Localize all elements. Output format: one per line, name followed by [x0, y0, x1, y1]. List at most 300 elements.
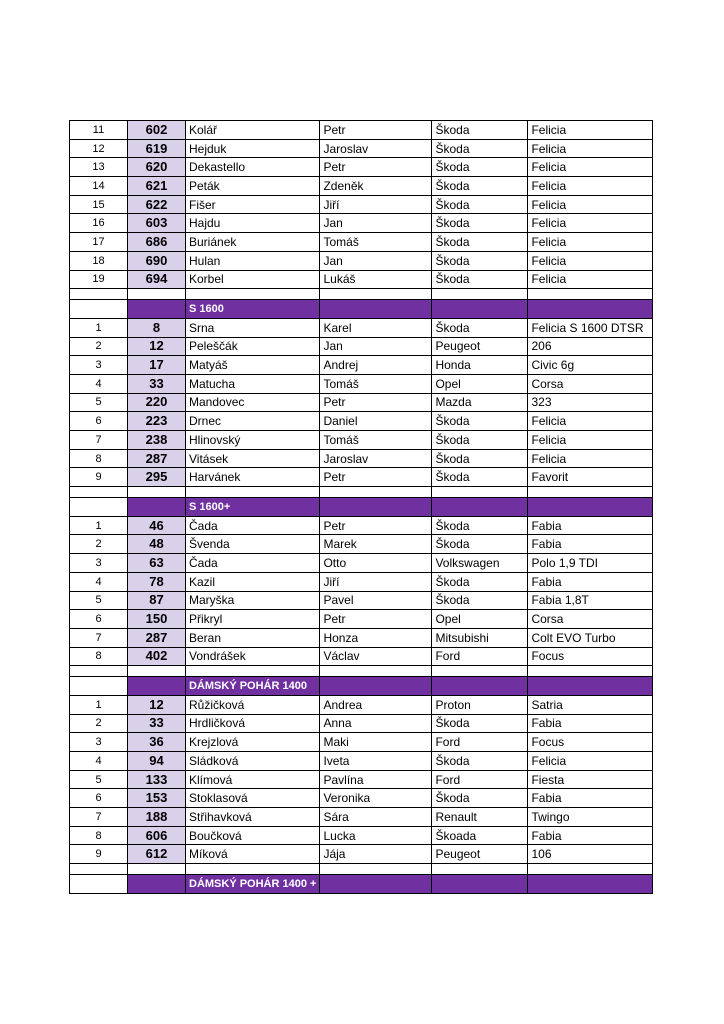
empty-cell: [128, 487, 186, 498]
table-row: [70, 158, 653, 177]
position-cell: 16: [70, 214, 128, 233]
model-cell: Fabia: [528, 535, 653, 554]
model-cell: Civic 6g: [528, 356, 653, 375]
first-name-cell: Jaroslav: [320, 139, 432, 158]
table-row: [70, 412, 653, 431]
surname-cell: Kazil: [186, 572, 320, 591]
make-cell: Volkswagen: [432, 554, 528, 573]
position-cell: 5: [70, 770, 128, 789]
position-cell: 2: [70, 337, 128, 356]
position-cell: 3: [70, 554, 128, 573]
start-number-cell: 48: [128, 535, 186, 554]
first-name-cell: Jaroslav: [320, 449, 432, 468]
make-cell: Škoda: [432, 431, 528, 450]
first-name-cell: Václav: [320, 647, 432, 666]
surname-cell: Harvánek: [186, 468, 320, 487]
class-header-row: [70, 300, 653, 319]
table-row: [70, 318, 653, 337]
first-name-cell: Petr: [320, 393, 432, 412]
position-cell: 2: [70, 714, 128, 733]
model-cell: Fabia: [528, 714, 653, 733]
surname-cell: Srna: [186, 318, 320, 337]
make-cell: Škoda: [432, 535, 528, 554]
empty-cell: [432, 864, 528, 875]
start-number-cell: 63: [128, 554, 186, 573]
class-header-row: [70, 677, 653, 696]
surname-cell: Hajdu: [186, 214, 320, 233]
position-cell: 1: [70, 516, 128, 535]
table-row: [70, 468, 653, 487]
surname-cell: Vitásek: [186, 449, 320, 468]
start-number-cell: 12: [128, 695, 186, 714]
make-cell: Škoda: [432, 516, 528, 535]
first-name-cell: Jan: [320, 251, 432, 270]
model-cell: Felicia: [528, 233, 653, 252]
empty-cell: [128, 864, 186, 875]
empty-cell: [528, 875, 653, 894]
table-row: [70, 233, 653, 252]
model-cell: Felicia: [528, 251, 653, 270]
empty-cell: [432, 300, 528, 319]
table-row: [70, 752, 653, 771]
position-cell: 18: [70, 251, 128, 270]
start-number-cell: 694: [128, 270, 186, 289]
first-name-cell: Sára: [320, 808, 432, 827]
make-cell: Škoda: [432, 233, 528, 252]
first-name-cell: Zdeněk: [320, 177, 432, 196]
position-cell: 19: [70, 270, 128, 289]
table-row: [70, 177, 653, 196]
table-row: [70, 431, 653, 450]
empty-cell: [186, 864, 320, 875]
model-cell: Twingo: [528, 808, 653, 827]
first-name-cell: Petr: [320, 158, 432, 177]
start-number-cell: 287: [128, 449, 186, 468]
first-name-cell: Andrea: [320, 695, 432, 714]
start-number-cell: 33: [128, 374, 186, 393]
table-row: [70, 214, 653, 233]
start-number-cell: 690: [128, 251, 186, 270]
make-cell: Škoda: [432, 752, 528, 771]
empty-cell: [186, 666, 320, 677]
make-cell: Škoda: [432, 318, 528, 337]
position-cell: 5: [70, 393, 128, 412]
empty-cell: [320, 300, 432, 319]
start-number-cell: 612: [128, 845, 186, 864]
first-name-cell: Karel: [320, 318, 432, 337]
empty-cell: [528, 498, 653, 517]
table-row: [70, 591, 653, 610]
table-row: [70, 449, 653, 468]
position-cell: 7: [70, 808, 128, 827]
surname-cell: Beran: [186, 628, 320, 647]
position-cell: 3: [70, 356, 128, 375]
class-header-row: [70, 875, 653, 894]
make-cell: Škoada: [432, 826, 528, 845]
make-cell: Honda: [432, 356, 528, 375]
model-cell: Favorit: [528, 468, 653, 487]
start-number-cell: 12: [128, 337, 186, 356]
first-name-cell: Jája: [320, 845, 432, 864]
surname-cell: Buriánek: [186, 233, 320, 252]
empty-cell: [128, 300, 186, 319]
start-number-cell: 17: [128, 356, 186, 375]
position-cell: 4: [70, 752, 128, 771]
position-cell: 17: [70, 233, 128, 252]
first-name-cell: Jiří: [320, 572, 432, 591]
surname-cell: Peták: [186, 177, 320, 196]
first-name-cell: Veronika: [320, 789, 432, 808]
first-name-cell: Maki: [320, 733, 432, 752]
empty-cell: [70, 864, 128, 875]
surname-cell: Boučková: [186, 826, 320, 845]
position-cell: 13: [70, 158, 128, 177]
first-name-cell: Petr: [320, 121, 432, 140]
first-name-cell: Marek: [320, 535, 432, 554]
first-name-cell: Jan: [320, 337, 432, 356]
empty-cell: [320, 875, 432, 894]
empty-cell: [528, 289, 653, 300]
model-cell: Polo 1,9 TDI: [528, 554, 653, 573]
position-cell: 12: [70, 139, 128, 158]
first-name-cell: Jan: [320, 214, 432, 233]
table-row: [70, 139, 653, 158]
make-cell: Opel: [432, 610, 528, 629]
start-number-cell: 686: [128, 233, 186, 252]
table-row: [70, 393, 653, 412]
empty-cell: [432, 666, 528, 677]
first-name-cell: Honza: [320, 628, 432, 647]
position-cell: 9: [70, 468, 128, 487]
start-number-cell: 94: [128, 752, 186, 771]
position-cell: 15: [70, 195, 128, 214]
surname-cell: Míková: [186, 845, 320, 864]
model-cell: Fabia: [528, 572, 653, 591]
make-cell: Ford: [432, 647, 528, 666]
table-row: [70, 826, 653, 845]
surname-cell: Hrdličková: [186, 714, 320, 733]
surname-cell: Hejduk: [186, 139, 320, 158]
table-row: [70, 121, 653, 140]
model-cell: Colt EVO Turbo: [528, 628, 653, 647]
first-name-cell: Daniel: [320, 412, 432, 431]
first-name-cell: Jiří: [320, 195, 432, 214]
empty-cell: [432, 677, 528, 696]
results-table-body: [70, 121, 653, 894]
position-cell: 7: [70, 431, 128, 450]
table-row: [70, 628, 653, 647]
start-number-cell: 620: [128, 158, 186, 177]
model-cell: Focus: [528, 733, 653, 752]
start-number-cell: 150: [128, 610, 186, 629]
surname-cell: Dekastello: [186, 158, 320, 177]
start-number-cell: 46: [128, 516, 186, 535]
empty-cell: [432, 487, 528, 498]
start-number-cell: 133: [128, 770, 186, 789]
table-row: [70, 516, 653, 535]
empty-cell: [320, 666, 432, 677]
surname-cell: Střihavková: [186, 808, 320, 827]
model-cell: Felicia: [528, 121, 653, 140]
start-number-cell: 602: [128, 121, 186, 140]
make-cell: Škoda: [432, 714, 528, 733]
make-cell: Škoda: [432, 468, 528, 487]
make-cell: Škoda: [432, 789, 528, 808]
start-number-cell: 603: [128, 214, 186, 233]
table-row: [70, 374, 653, 393]
make-cell: Mitsubishi: [432, 628, 528, 647]
position-cell: 9: [70, 845, 128, 864]
class-title: DÁMSKÝ POHÁR 1400 +: [186, 875, 320, 894]
empty-cell: [528, 666, 653, 677]
start-number-cell: 402: [128, 647, 186, 666]
model-cell: Felicia: [528, 139, 653, 158]
table-row: [70, 554, 653, 573]
surname-cell: Přikryl: [186, 610, 320, 629]
class-title: S 1600: [186, 300, 320, 319]
first-name-cell: Lucka: [320, 826, 432, 845]
start-number-cell: 188: [128, 808, 186, 827]
empty-cell: [320, 498, 432, 517]
first-name-cell: Tomáš: [320, 233, 432, 252]
empty-cell: [528, 677, 653, 696]
first-name-cell: Tomáš: [320, 374, 432, 393]
make-cell: Peugeot: [432, 337, 528, 356]
table-row: [70, 845, 653, 864]
class-title: DÁMSKÝ POHÁR 1400: [186, 677, 320, 696]
start-number-cell: 622: [128, 195, 186, 214]
position-cell: 6: [70, 412, 128, 431]
surname-cell: Klímová: [186, 770, 320, 789]
position-cell: 8: [70, 826, 128, 845]
surname-cell: Hulan: [186, 251, 320, 270]
table-row: [70, 337, 653, 356]
empty-cell: [320, 487, 432, 498]
make-cell: Škoda: [432, 177, 528, 196]
model-cell: Fabia: [528, 789, 653, 808]
empty-cell: [528, 864, 653, 875]
model-cell: Felicia: [528, 195, 653, 214]
start-number-cell: 33: [128, 714, 186, 733]
empty-cell: [432, 289, 528, 300]
surname-cell: Sládková: [186, 752, 320, 771]
first-name-cell: Lukáš: [320, 270, 432, 289]
model-cell: Felicia: [528, 158, 653, 177]
surname-cell: Růžičková: [186, 695, 320, 714]
start-number-cell: 36: [128, 733, 186, 752]
surname-cell: Fišer: [186, 195, 320, 214]
first-name-cell: Anna: [320, 714, 432, 733]
empty-cell: [70, 487, 128, 498]
position-cell: 2: [70, 535, 128, 554]
surname-cell: Krejzlová: [186, 733, 320, 752]
first-name-cell: Tomáš: [320, 431, 432, 450]
model-cell: Felicia: [528, 214, 653, 233]
make-cell: Škoda: [432, 572, 528, 591]
start-number-cell: 287: [128, 628, 186, 647]
model-cell: Corsa: [528, 374, 653, 393]
surname-cell: Hlinovský: [186, 431, 320, 450]
empty-cell: [70, 289, 128, 300]
first-name-cell: Petr: [320, 610, 432, 629]
first-name-cell: Petr: [320, 516, 432, 535]
table-row: [70, 789, 653, 808]
empty-cell: [186, 289, 320, 300]
model-cell: Satria: [528, 695, 653, 714]
position-cell: 1: [70, 695, 128, 714]
table-row: [70, 695, 653, 714]
model-cell: Felicia: [528, 177, 653, 196]
table-row: [70, 356, 653, 375]
table-row: [70, 714, 653, 733]
surname-cell: Mandovec: [186, 393, 320, 412]
model-cell: Felicia S 1600 DTSR: [528, 318, 653, 337]
position-cell: 14: [70, 177, 128, 196]
position-cell: 3: [70, 733, 128, 752]
surname-cell: Maryška: [186, 591, 320, 610]
table-row: [70, 251, 653, 270]
surname-cell: Vondrášek: [186, 647, 320, 666]
table-row: [70, 770, 653, 789]
model-cell: Corsa: [528, 610, 653, 629]
make-cell: Mazda: [432, 393, 528, 412]
first-name-cell: Otto: [320, 554, 432, 573]
start-number-cell: 619: [128, 139, 186, 158]
position-cell: 4: [70, 374, 128, 393]
empty-cell: [320, 289, 432, 300]
spacer-row: [70, 289, 653, 300]
surname-cell: Korbel: [186, 270, 320, 289]
first-name-cell: Pavlína: [320, 770, 432, 789]
model-cell: Felicia: [528, 431, 653, 450]
position-cell: 6: [70, 789, 128, 808]
make-cell: Škoda: [432, 591, 528, 610]
make-cell: Ford: [432, 733, 528, 752]
model-cell: Felicia: [528, 412, 653, 431]
make-cell: Škoda: [432, 251, 528, 270]
start-number-cell: 78: [128, 572, 186, 591]
surname-cell: Stoklasová: [186, 789, 320, 808]
empty-cell: [528, 300, 653, 319]
table-row: [70, 270, 653, 289]
empty-cell: [70, 498, 128, 517]
empty-cell: [528, 487, 653, 498]
model-cell: Focus: [528, 647, 653, 666]
make-cell: Škoda: [432, 270, 528, 289]
empty-cell: [432, 875, 528, 894]
start-number-cell: 223: [128, 412, 186, 431]
results-table: [69, 120, 653, 894]
spacer-row: [70, 487, 653, 498]
empty-cell: [128, 666, 186, 677]
model-cell: 206: [528, 337, 653, 356]
model-cell: Felicia: [528, 449, 653, 468]
start-number-cell: 621: [128, 177, 186, 196]
model-cell: Fiesta: [528, 770, 653, 789]
spacer-row: [70, 864, 653, 875]
position-cell: 8: [70, 647, 128, 666]
make-cell: Škoda: [432, 121, 528, 140]
surname-cell: Peleščák: [186, 337, 320, 356]
position-cell: 6: [70, 610, 128, 629]
empty-cell: [70, 300, 128, 319]
make-cell: Opel: [432, 374, 528, 393]
first-name-cell: Petr: [320, 468, 432, 487]
start-number-cell: 295: [128, 468, 186, 487]
table-row: [70, 195, 653, 214]
class-header-row: [70, 498, 653, 517]
model-cell: Felicia: [528, 752, 653, 771]
table-row: [70, 535, 653, 554]
start-number-cell: 238: [128, 431, 186, 450]
start-number-cell: 220: [128, 393, 186, 412]
first-name-cell: Andrej: [320, 356, 432, 375]
empty-cell: [320, 677, 432, 696]
surname-cell: Kolář: [186, 121, 320, 140]
make-cell: Peugeot: [432, 845, 528, 864]
table-row: [70, 647, 653, 666]
spacer-row: [70, 666, 653, 677]
empty-cell: [128, 677, 186, 696]
start-number-cell: 87: [128, 591, 186, 610]
model-cell: 323: [528, 393, 653, 412]
surname-cell: Čada: [186, 554, 320, 573]
table-row: [70, 572, 653, 591]
empty-cell: [70, 666, 128, 677]
empty-cell: [70, 875, 128, 894]
empty-cell: [128, 498, 186, 517]
table-row: [70, 808, 653, 827]
surname-cell: Matucha: [186, 374, 320, 393]
position-cell: 1: [70, 318, 128, 337]
make-cell: Škoda: [432, 158, 528, 177]
first-name-cell: Pavel: [320, 591, 432, 610]
empty-cell: [320, 864, 432, 875]
empty-cell: [70, 677, 128, 696]
make-cell: Škoda: [432, 214, 528, 233]
surname-cell: Matyáš: [186, 356, 320, 375]
make-cell: Škoda: [432, 139, 528, 158]
surname-cell: Švenda: [186, 535, 320, 554]
empty-cell: [432, 498, 528, 517]
class-title: S 1600+: [186, 498, 320, 517]
model-cell: Fabia: [528, 826, 653, 845]
empty-cell: [128, 289, 186, 300]
table-row: [70, 610, 653, 629]
position-cell: 7: [70, 628, 128, 647]
position-cell: 4: [70, 572, 128, 591]
start-number-cell: 153: [128, 789, 186, 808]
make-cell: Proton: [432, 695, 528, 714]
start-number-cell: 606: [128, 826, 186, 845]
first-name-cell: Iveta: [320, 752, 432, 771]
results-sheet: [69, 120, 653, 894]
surname-cell: Drnec: [186, 412, 320, 431]
empty-cell: [186, 487, 320, 498]
model-cell: Fabia: [528, 516, 653, 535]
table-row: [70, 733, 653, 752]
empty-cell: [128, 875, 186, 894]
position-cell: 5: [70, 591, 128, 610]
model-cell: Felicia: [528, 270, 653, 289]
make-cell: Škoda: [432, 195, 528, 214]
make-cell: Škoda: [432, 412, 528, 431]
position-cell: 11: [70, 121, 128, 140]
surname-cell: Čada: [186, 516, 320, 535]
model-cell: Fabia 1,8T: [528, 591, 653, 610]
model-cell: 106: [528, 845, 653, 864]
position-cell: 8: [70, 449, 128, 468]
